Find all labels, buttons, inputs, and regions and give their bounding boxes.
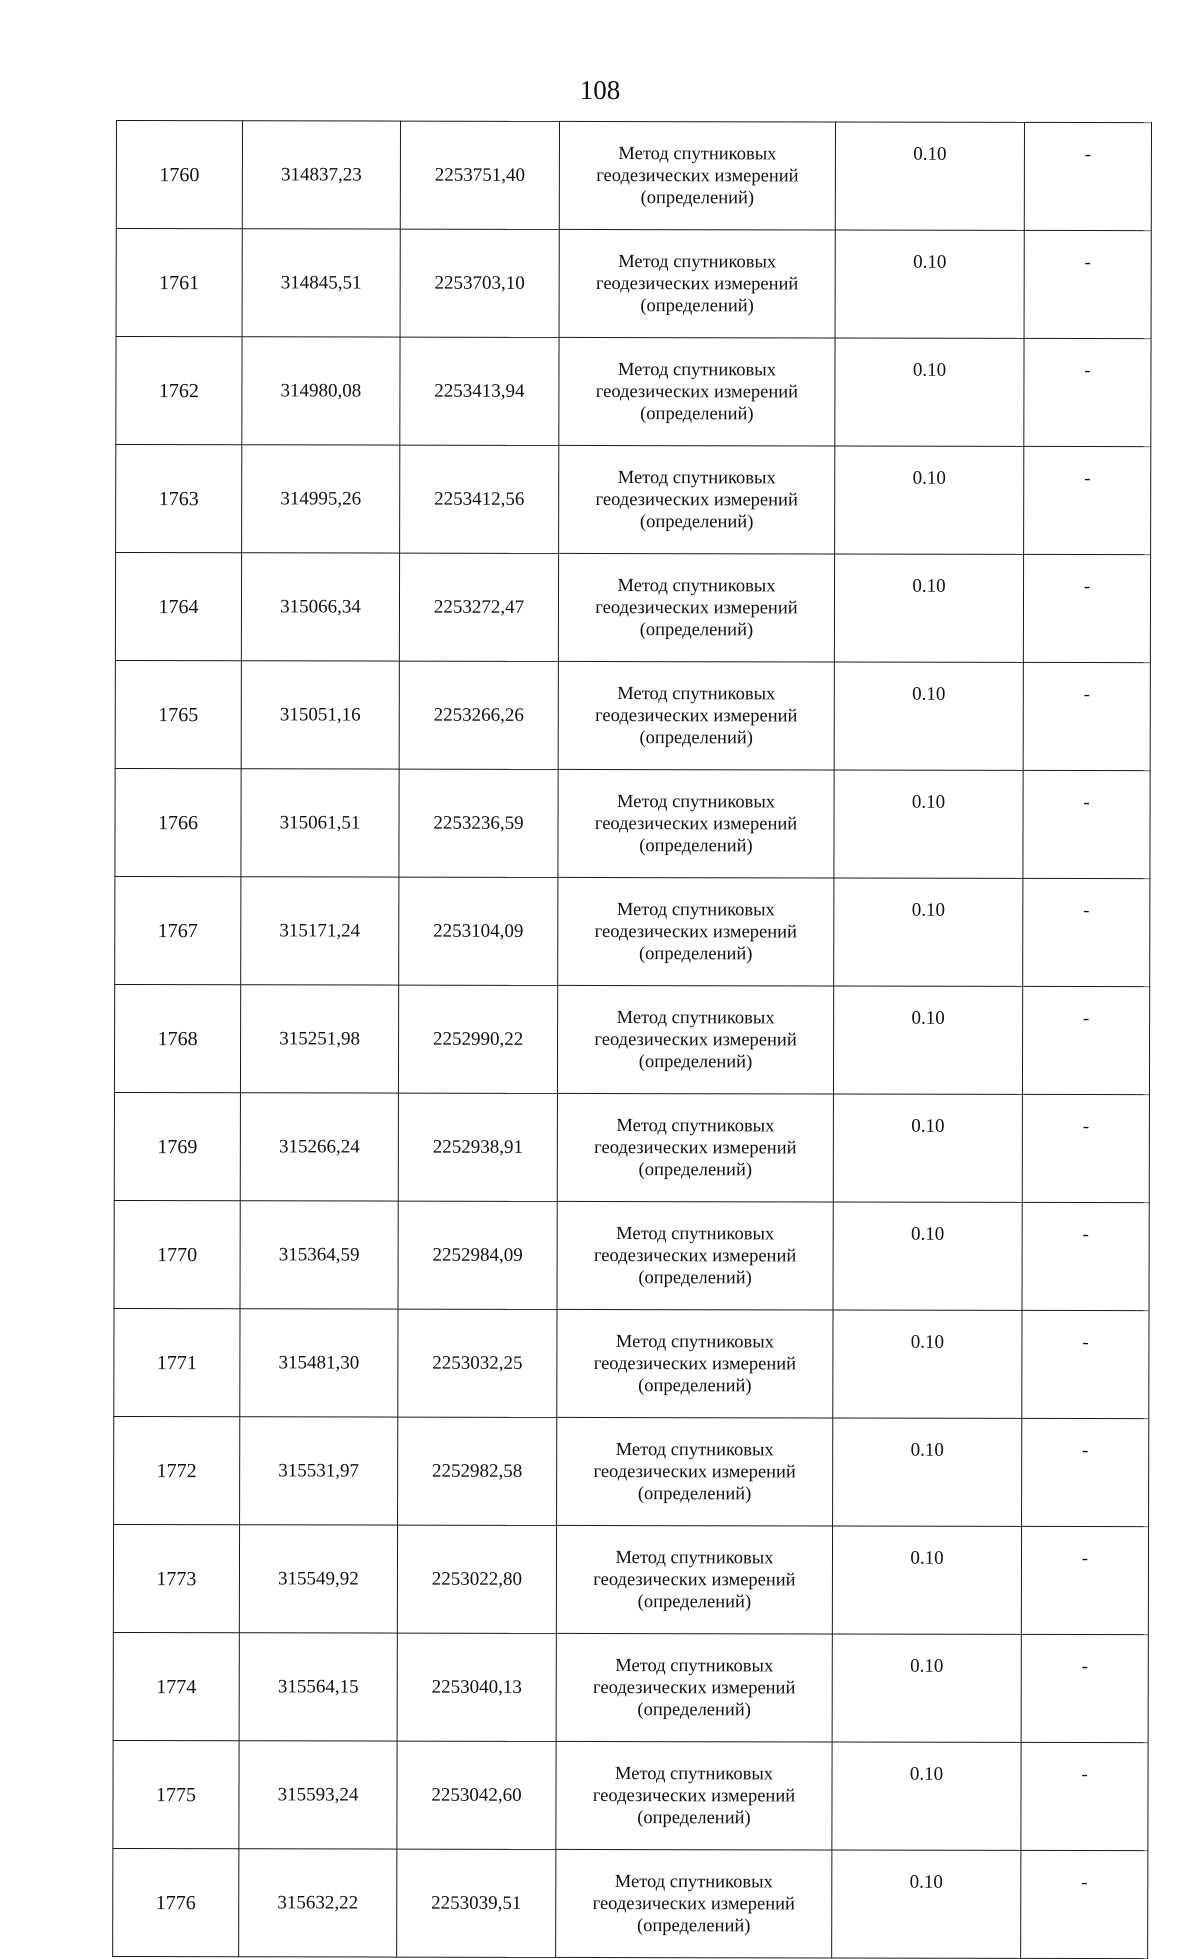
method-text-line: геодезических измерений	[596, 165, 799, 186]
y-coordinate-cell: 2253042,60	[397, 1741, 556, 1849]
table-row	[116, 445, 1151, 555]
accuracy-cell: 0.10	[833, 986, 1022, 1094]
table-row	[114, 984, 1149, 1094]
note-cell: -	[1024, 230, 1151, 338]
x-coordinate-cell: 315593,24	[239, 1741, 397, 1849]
note-cell: -	[1022, 986, 1149, 1094]
x-coordinate-cell: 314845,51	[242, 229, 400, 337]
method-text-line: геодезических измерений	[593, 1569, 796, 1590]
note-cell: -	[1021, 1526, 1148, 1634]
note-cell: -	[1024, 446, 1151, 554]
x-coordinate-cell: 315051,16	[241, 661, 399, 769]
y-coordinate-cell: 2252990,22	[398, 985, 557, 1093]
note-cell: -	[1023, 662, 1150, 770]
point-number-cell: 1764	[115, 553, 241, 661]
method-text-line: Метод спутниковых	[616, 899, 775, 920]
method-text-line: геодезических измерений	[594, 1029, 797, 1050]
x-coordinate-cell: 315251,98	[240, 985, 398, 1093]
note-cell: -	[1022, 1418, 1149, 1526]
method-text-line: геодезических измерений	[595, 381, 799, 402]
y-coordinate-cell: 2253022,80	[397, 1525, 556, 1633]
x-coordinate-cell: 315549,92	[239, 1525, 397, 1633]
y-coordinate-cell: 2252938,91	[398, 1093, 557, 1201]
x-coordinate-cell: 315266,24	[240, 1093, 398, 1201]
method-text-line: Метод спутниковых	[615, 1655, 774, 1676]
table-row	[113, 1524, 1148, 1634]
y-coordinate-cell: 2252982,58	[398, 1417, 557, 1525]
point-number-cell: 1773	[113, 1524, 239, 1632]
accuracy-cell: 0.10	[835, 122, 1024, 230]
method-text-line: (определений)	[639, 619, 754, 640]
point-number-cell: 1763	[116, 445, 242, 553]
method-text-line: (определений)	[639, 835, 753, 856]
method-text-line: геодезических измерений	[594, 921, 797, 942]
x-coordinate-cell: 315061,51	[241, 769, 399, 877]
method-cell	[556, 1849, 832, 1958]
method-text-line: (определений)	[637, 1591, 752, 1612]
x-coordinate-cell: 314995,26	[242, 445, 400, 553]
table-row	[115, 660, 1150, 770]
method-text-line: геодезических измерений	[593, 1677, 796, 1698]
method-text-line: геодезических измерений	[595, 705, 798, 726]
method-text-line: геодезических измерений	[595, 489, 798, 510]
method-cell	[559, 445, 835, 554]
table-row	[115, 553, 1150, 663]
method-text-line: Метод спутниковых	[617, 467, 776, 488]
table-body	[113, 121, 1152, 1959]
note-cell: -	[1021, 1742, 1148, 1850]
table-row	[116, 121, 1151, 231]
method-cell	[557, 1417, 833, 1526]
method-text-line: (определений)	[640, 187, 755, 208]
method-text-line: геодезических измерений	[594, 813, 798, 834]
method-cell	[559, 337, 835, 446]
method-text-line: Метод спутниковых	[617, 575, 776, 596]
accuracy-cell: 0.10	[834, 878, 1023, 986]
method-cell	[557, 985, 833, 1094]
accuracy-cell: 0.10	[835, 446, 1024, 554]
method-text-line: Метод спутниковых	[616, 1223, 775, 1244]
method-text-line: (определений)	[637, 1483, 752, 1504]
point-number-cell: 1760	[116, 121, 242, 229]
method-text-line: (определений)	[640, 403, 754, 424]
method-cell	[557, 1201, 833, 1310]
method-cell	[557, 1309, 833, 1418]
accuracy-cell: 0.10	[833, 1418, 1022, 1526]
method-text-line: геодезических измерений	[595, 273, 799, 294]
accuracy-cell: 0.10	[832, 1742, 1021, 1850]
table-row	[115, 768, 1150, 878]
x-coordinate-cell: 315632,22	[239, 1849, 397, 1957]
table-row	[116, 337, 1151, 447]
accuracy-cell: 0.10	[832, 1526, 1021, 1634]
accuracy-cell: 0.10	[835, 338, 1024, 446]
point-number-cell: 1761	[116, 229, 242, 337]
method-text-line: геодезических измерений	[594, 1137, 797, 1158]
table-row	[114, 1092, 1149, 1202]
method-text-line: Метод спутниковых	[617, 359, 776, 380]
coordinates-table	[112, 120, 1152, 1959]
accuracy-cell: 0.10	[833, 1202, 1022, 1310]
method-text-line: Метод спутниковых	[617, 683, 776, 704]
method-text-line: Метод спутниковых	[618, 251, 777, 272]
x-coordinate-cell: 315066,34	[241, 553, 399, 661]
point-number-cell: 1768	[114, 984, 240, 1092]
note-cell: -	[1023, 770, 1150, 878]
point-number-cell: 1769	[114, 1092, 240, 1200]
x-coordinate-cell: 315531,97	[240, 1417, 398, 1525]
method-text-line: геодезических измерений	[592, 1893, 795, 1914]
accuracy-cell: 0.10	[832, 1850, 1021, 1958]
table-row	[115, 876, 1150, 986]
method-text-line: Метод спутниковых	[617, 791, 776, 812]
note-cell: -	[1022, 1094, 1149, 1202]
y-coordinate-cell: 2253703,10	[400, 229, 559, 337]
note-cell: -	[1021, 1634, 1148, 1742]
point-number-cell: 1772	[114, 1416, 240, 1524]
method-text-line: (определений)	[638, 1051, 753, 1072]
method-text-line: Метод спутниковых	[615, 1547, 774, 1568]
method-text-line: Метод спутниковых	[618, 143, 777, 164]
method-cell	[558, 553, 834, 662]
x-coordinate-cell: 315481,30	[240, 1309, 398, 1417]
method-text-line: (определений)	[636, 1915, 751, 1936]
accuracy-cell: 0.10	[833, 1310, 1022, 1418]
point-number-cell: 1771	[114, 1308, 240, 1416]
method-cell	[556, 1633, 832, 1742]
method-text-line: геодезических измерений	[593, 1353, 797, 1374]
note-cell: -	[1023, 554, 1150, 662]
accuracy-cell: 0.10	[834, 554, 1023, 662]
point-number-cell: 1767	[115, 876, 241, 984]
page-number: 108	[579, 75, 621, 105]
y-coordinate-cell: 2252984,09	[398, 1201, 557, 1309]
method-text-line: Метод спутниковых	[615, 1763, 774, 1784]
accuracy-cell: 0.10	[834, 662, 1023, 770]
y-coordinate-cell: 2253104,09	[399, 877, 558, 985]
y-coordinate-cell: 2253413,94	[400, 337, 559, 445]
method-cell	[557, 1093, 833, 1202]
method-text-line: (определений)	[638, 943, 753, 964]
method-cell	[558, 661, 834, 770]
method-cell	[556, 1525, 832, 1634]
method-text-line: геодезических измерений	[595, 597, 798, 618]
method-text-line: (определений)	[640, 295, 754, 316]
note-cell: -	[1024, 338, 1151, 446]
x-coordinate-cell: 315564,15	[239, 1633, 397, 1741]
table-row	[114, 1308, 1149, 1418]
method-text-line: (определений)	[638, 1159, 753, 1180]
y-coordinate-cell: 2253266,26	[399, 661, 558, 769]
point-number-cell: 1775	[113, 1740, 239, 1848]
note-cell: -	[1022, 1310, 1149, 1418]
point-number-cell: 1762	[116, 337, 242, 445]
point-number-cell: 1765	[115, 660, 241, 768]
x-coordinate-cell: 315364,59	[240, 1201, 398, 1309]
x-coordinate-cell: 315171,24	[241, 877, 399, 985]
table-row	[116, 229, 1151, 339]
method-cell	[559, 229, 835, 338]
y-coordinate-cell: 2253272,47	[399, 553, 558, 661]
method-text-line: Метод спутниковых	[616, 1115, 775, 1136]
note-cell: -	[1022, 1202, 1149, 1310]
x-coordinate-cell: 314980,08	[242, 337, 400, 445]
table-row	[113, 1848, 1148, 1958]
y-coordinate-cell: 2253236,59	[399, 769, 558, 877]
method-cell	[556, 1741, 832, 1850]
method-text-line: Метод спутниковых	[615, 1439, 774, 1460]
method-cell	[559, 121, 835, 230]
y-coordinate-cell: 2253039,51	[397, 1849, 556, 1957]
table-row	[114, 1416, 1149, 1526]
note-cell: -	[1021, 1850, 1148, 1958]
method-text-line: (определений)	[638, 1375, 752, 1396]
method-text-line: Метод спутниковых	[615, 1331, 774, 1352]
point-number-cell: 1766	[115, 768, 241, 876]
table-row	[113, 1740, 1148, 1850]
accuracy-cell: 0.10	[834, 770, 1023, 878]
method-text-line: геодезических измерений	[593, 1461, 796, 1482]
method-text-line: (определений)	[639, 727, 753, 748]
note-cell: -	[1024, 122, 1151, 230]
method-text-line: (определений)	[638, 1267, 752, 1288]
accuracy-cell: 0.10	[835, 230, 1024, 338]
method-text-line: (определений)	[639, 511, 754, 532]
accuracy-cell: 0.10	[833, 1094, 1022, 1202]
y-coordinate-cell: 2253751,40	[400, 121, 559, 229]
method-cell	[558, 877, 834, 986]
accuracy-cell: 0.10	[832, 1634, 1021, 1742]
table-row	[114, 1200, 1149, 1310]
method-text-line: Метод спутниковых	[614, 1871, 773, 1892]
point-number-cell: 1776	[113, 1848, 239, 1956]
y-coordinate-cell: 2253032,25	[398, 1309, 557, 1417]
method-cell	[558, 769, 834, 878]
y-coordinate-cell: 2253412,56	[400, 445, 559, 553]
point-number-cell: 1774	[113, 1632, 239, 1740]
note-cell: -	[1023, 878, 1150, 986]
method-text-line: Метод спутниковых	[616, 1007, 775, 1028]
method-text-line: (определений)	[637, 1699, 751, 1720]
method-text-line: геодезических измерений	[592, 1785, 796, 1806]
method-text-line: геодезических измерений	[593, 1245, 797, 1266]
x-coordinate-cell: 314837,23	[242, 121, 400, 229]
point-number-cell: 1770	[114, 1200, 240, 1308]
table-row	[113, 1632, 1148, 1742]
method-text-line: (определений)	[637, 1807, 751, 1828]
y-coordinate-cell: 2253040,13	[397, 1633, 556, 1741]
